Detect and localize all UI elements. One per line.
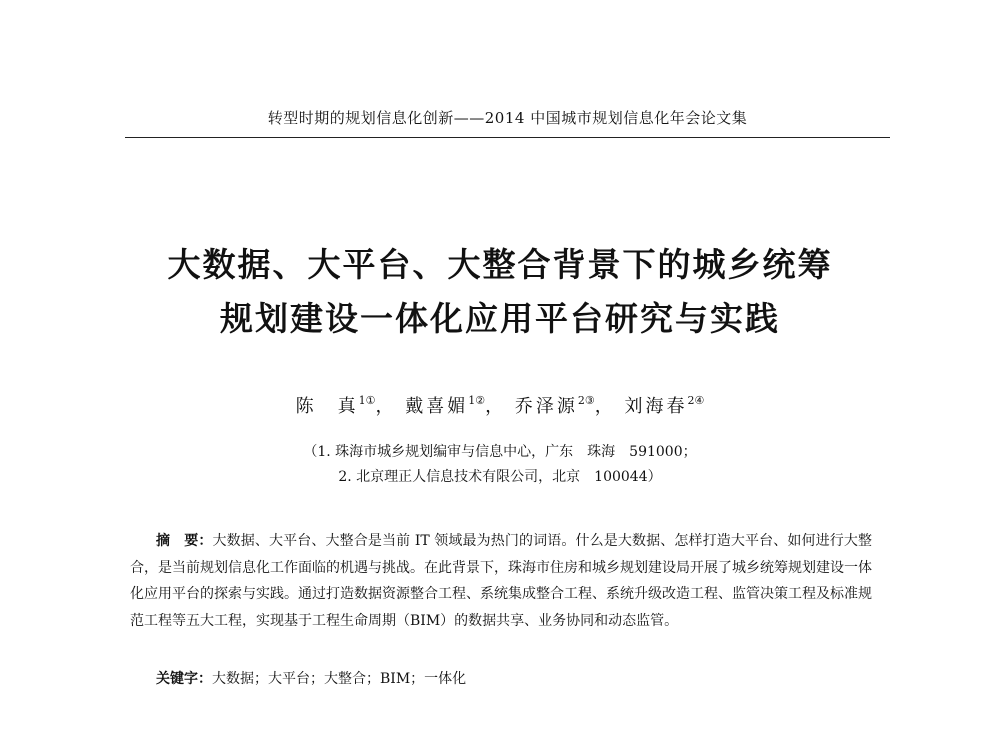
abstract xyxy=(130,528,872,634)
author-name: 陈 真 xyxy=(295,396,359,417)
author-affiliation-mark: 2③ xyxy=(577,394,595,407)
author-name: 乔泽源 xyxy=(514,396,578,417)
affiliations xyxy=(100,440,900,490)
author-name: 戴喜媚 xyxy=(405,396,469,417)
title-line-2: 规划建设一体化应用平台研究与实践 xyxy=(220,299,780,338)
abstract-label: 摘 要： xyxy=(156,533,213,549)
author-affiliation-mark: 1② xyxy=(468,394,486,407)
header-rule xyxy=(125,137,890,138)
affiliation-line-2: 2. 北京理正人信息技术有限公司，北京 100044） xyxy=(338,469,662,485)
keywords-text: 大数据；大平台；大整合；BIM；一体化 xyxy=(212,671,467,687)
author-affiliation-mark: 1① xyxy=(358,394,376,407)
affiliation-line-1: （1. 珠海市城乡规划编审与信息中心，广东 珠海 591000； xyxy=(303,444,697,460)
author-list xyxy=(100,392,900,418)
author-separator: ， xyxy=(485,396,507,417)
author-name: 刘海春 xyxy=(624,396,688,417)
paper-title xyxy=(80,238,920,346)
keywords-label: 关键字： xyxy=(156,671,212,687)
author-separator: ， xyxy=(594,396,616,417)
author-separator: ， xyxy=(375,396,397,417)
keywords xyxy=(156,666,872,692)
running-header: 转型时期的规划信息化创新——2014 中国城市规划信息化年会论文集 xyxy=(267,109,748,127)
author-affiliation-mark: 2④ xyxy=(687,394,705,407)
abstract-text: 大数据、大平台、大整合是当前 IT 领域最为热门的词语。什么是大数据、怎样打造大平台、如何进行大整合，是当前规划信息化工作面临的机遇与挑战。在此背景下，珠海市住房和城乡规划建设局开展了城乡统筹规划建设一体化应用平台的探索与实践。通过打造数据资源整合工程、系统集成整合工程、系统升级改造工程、监管决策工程及标准规范工程等五大工程，实现基于工程生命周期（BIM）的数据共享、业务协同和动态监管。 xyxy=(130,533,872,629)
title-line-1: 大数据、大平台、大整合背景下的城乡统筹 xyxy=(167,245,833,284)
